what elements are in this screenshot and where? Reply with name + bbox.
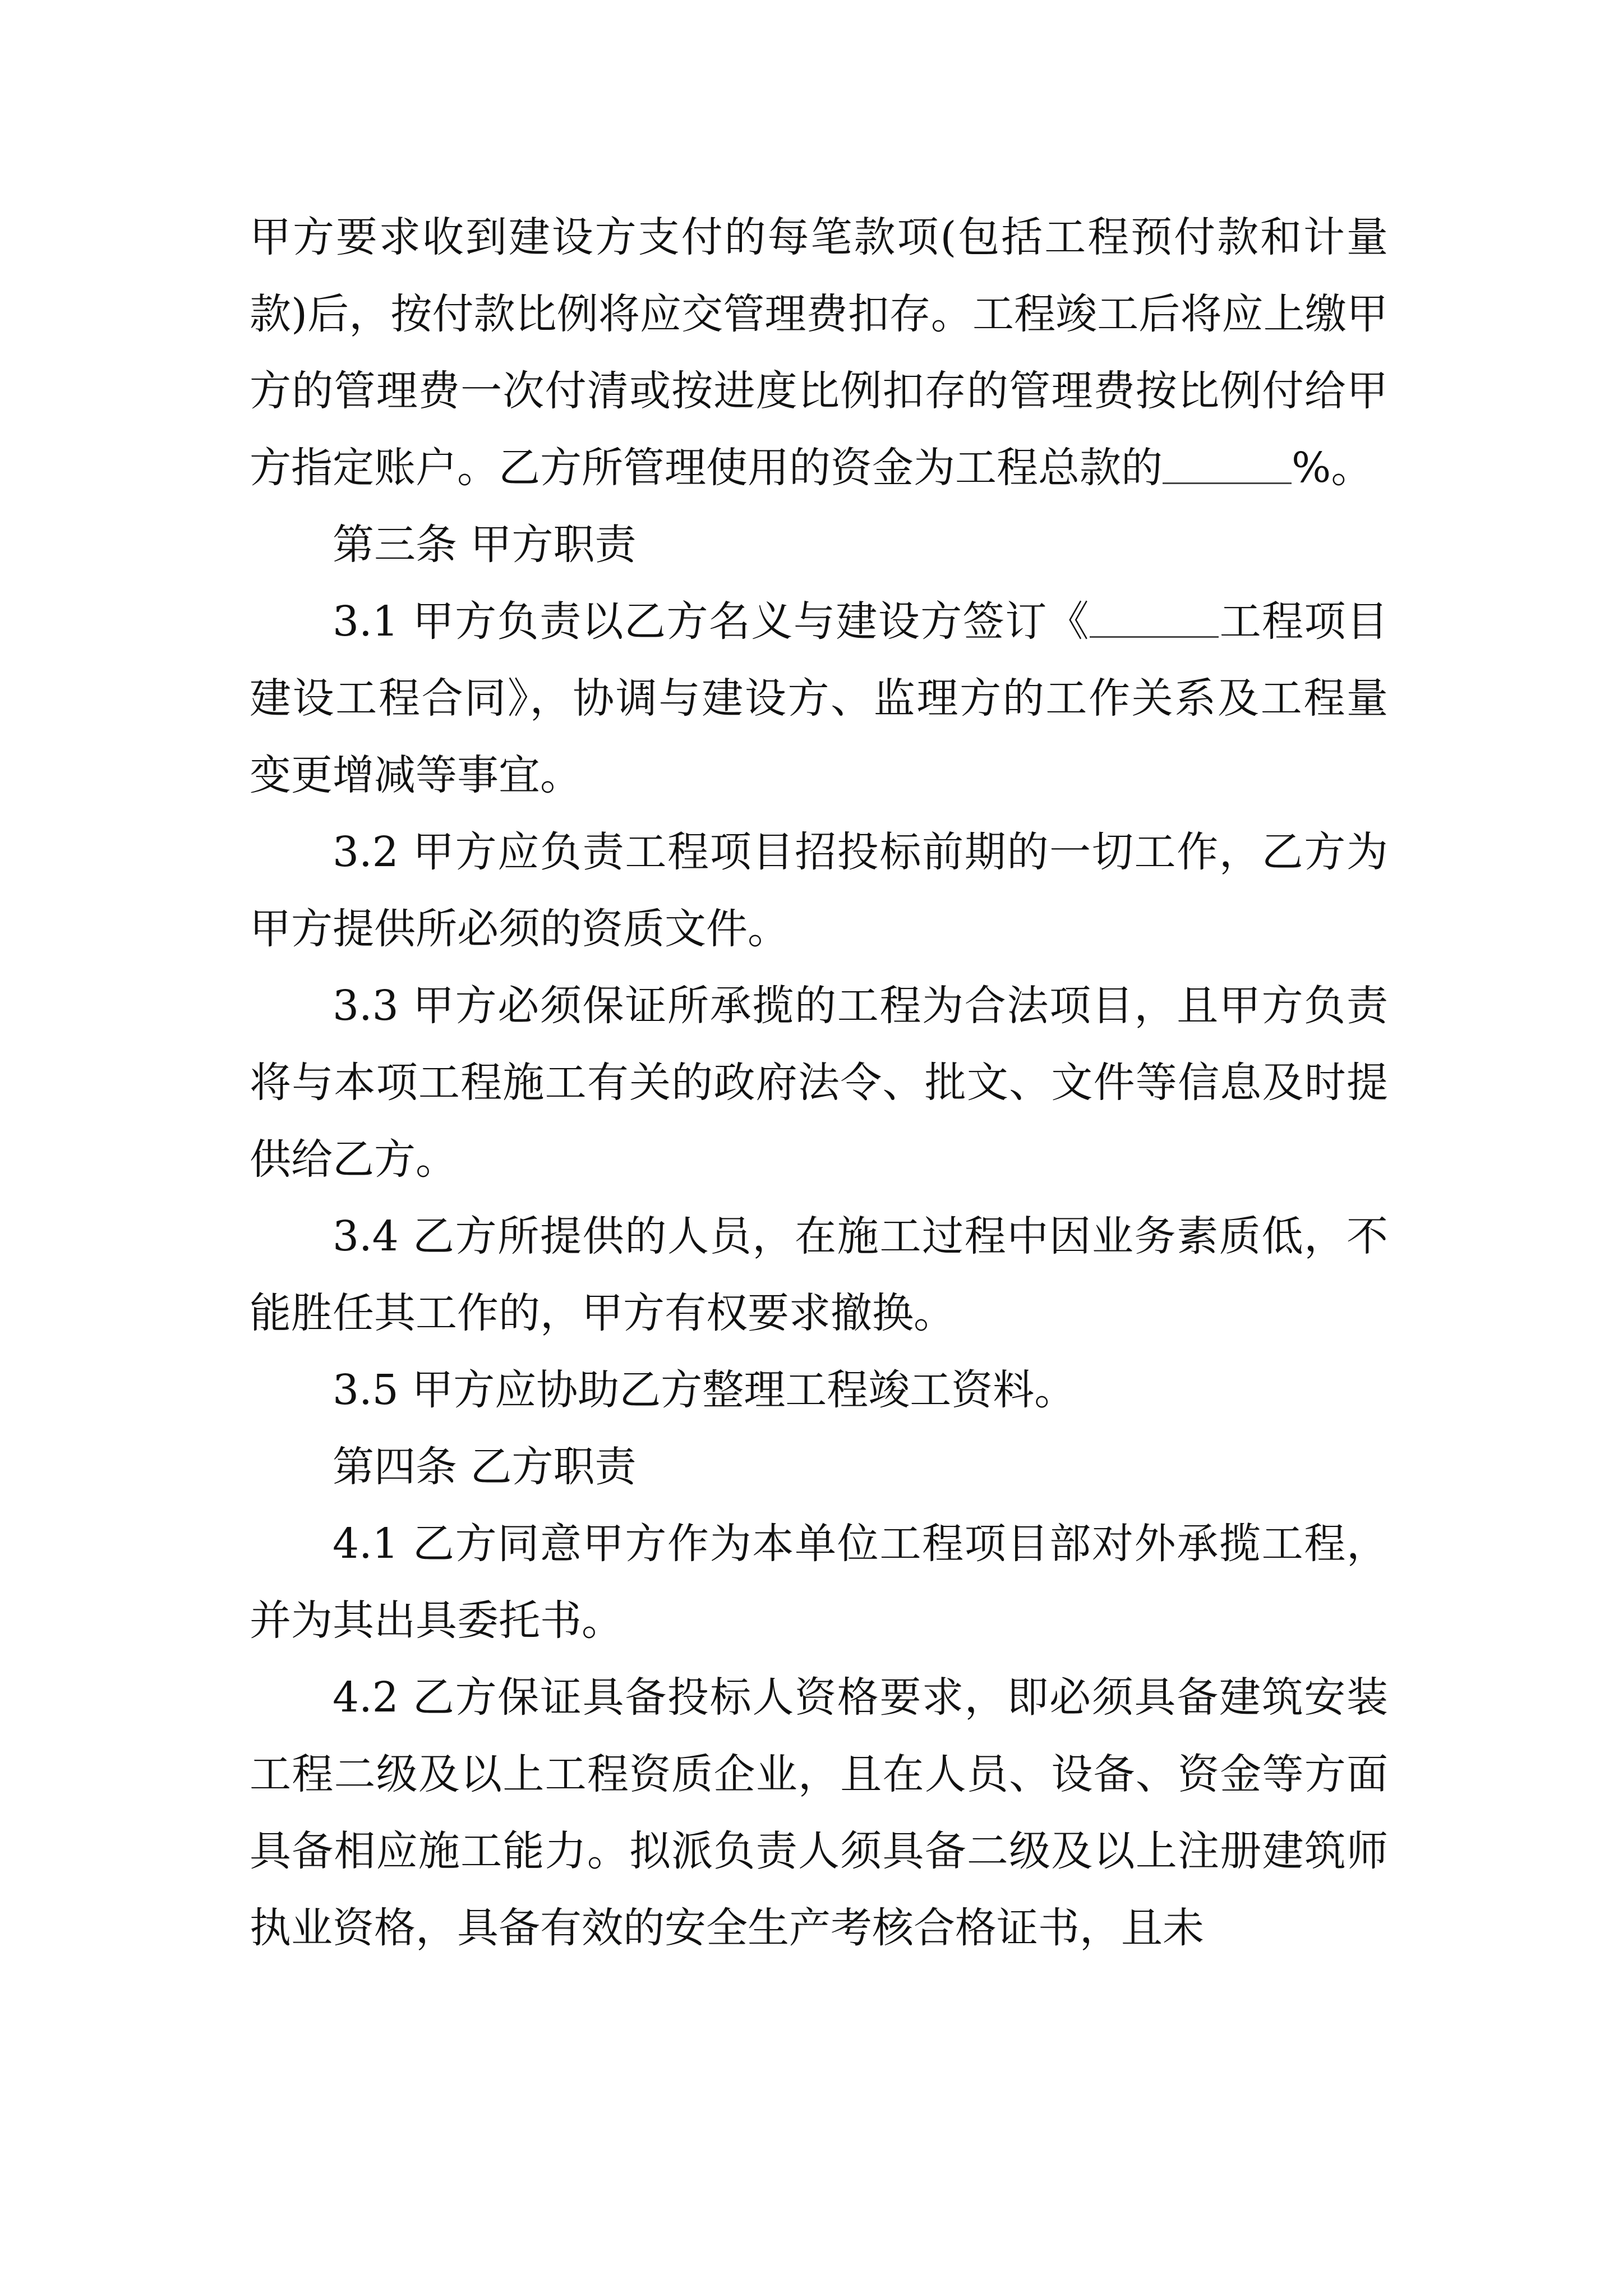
article-3-heading: 第三条 甲方职责 <box>333 521 637 569</box>
paragraph-management-fee <box>250 199 1388 507</box>
clause-3-3: 3.3 甲方必须保证所承揽的工程为合法项目，且甲方负责将与本项工程施工有关的政府法令、批文、文件等信息及时提供给乙方。 <box>250 982 1388 1184</box>
clause-4-2: 4.2 乙方保证具备投标人资格要求，即必须具备建筑安装工程二级及以上工程资质企业，且在人员、设备、资金等方面具备相应施工能力。拟派负责人须具备二级及以上注册建筑师执业资格，具备有效的安全生产考核合格证书，且未 <box>250 1673 1388 1952</box>
document-page <box>250 199 1388 1967</box>
clause-4-1: 4.1 乙方同意甲方作为本单位工程项目部对外承揽工程，并为其出具委托书。 <box>250 1520 1388 1645</box>
fill-in-blank <box>1163 441 1292 484</box>
clause-3-1 <box>250 583 1388 814</box>
clause-3-4: 3.4 乙方所提供的人员，在施工过程中因业务素质低，不能胜任其工作的，甲方有权要求撤换。 <box>250 1212 1388 1337</box>
clause-text: 工程项目建设工程合同》，协调与建设方、监理方的工作关系及工程量变更增减等事宜。 <box>250 597 1388 799</box>
clause-3-2: 3.2 甲方应负责工程项目招投标前期的一切工作，乙方为甲方提供所必须的资质文件。 <box>250 828 1388 953</box>
article-4-heading: 第四条 乙方职责 <box>333 1443 637 1491</box>
clause-3-5: 3.5 甲方应协助乙方整理工程竣工资料。 <box>333 1366 1076 1414</box>
paragraph-text: 甲方要求收到建设方支付的每笔款项(包括工程预付款和计量款)后，按付款比例将应交管理费扣存。工程竣工后将应上缴甲方的管理费一次付清或按进度比例扣存的管理费按比例付给甲方指定账户。乙方所管理使用的资金为工程总款的 <box>250 213 1388 492</box>
paragraph-text: %。 <box>1292 444 1373 492</box>
clause-text: 3.1 甲方负责以乙方名义与建设方签订《 <box>333 597 1090 646</box>
fill-in-blank <box>1090 595 1219 638</box>
